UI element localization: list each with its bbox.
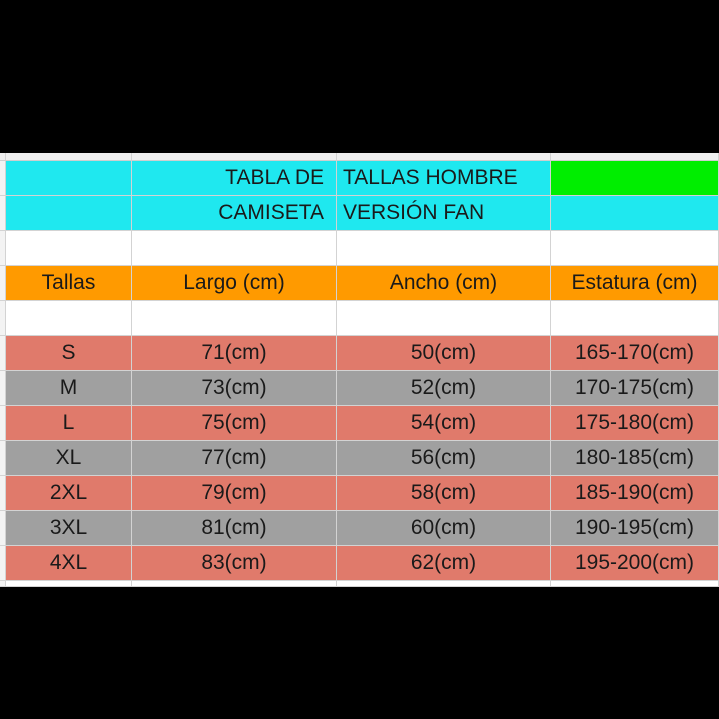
ancho-cell[interactable]: 52(cm): [337, 371, 551, 406]
blank-cell[interactable]: [6, 231, 132, 266]
title-cell-empty[interactable]: [6, 161, 132, 196]
header-estatura[interactable]: Estatura (cm): [551, 266, 719, 301]
estatura-cell[interactable]: 190-195(cm): [551, 511, 719, 546]
title-cell-empty[interactable]: [551, 196, 719, 231]
size-cell[interactable]: 2XL: [6, 476, 132, 511]
size-cell[interactable]: XL: [6, 441, 132, 476]
column-header-b[interactable]: [132, 153, 337, 161]
column-header-d[interactable]: [551, 153, 719, 161]
estatura-cell[interactable]: 185-190(cm): [551, 476, 719, 511]
title-line2-left[interactable]: CAMISETA: [132, 196, 337, 231]
ancho-cell[interactable]: 58(cm): [337, 476, 551, 511]
blank-cell[interactable]: [337, 581, 551, 587]
estatura-cell[interactable]: 180-185(cm): [551, 441, 719, 476]
ancho-cell[interactable]: 62(cm): [337, 546, 551, 581]
header-tallas[interactable]: Tallas: [6, 266, 132, 301]
blank-cell[interactable]: [132, 301, 337, 336]
title-line1-right[interactable]: TALLAS HOMBRE: [337, 161, 551, 196]
title-line2-right[interactable]: VERSIÓN FAN: [337, 196, 551, 231]
ancho-cell[interactable]: 56(cm): [337, 441, 551, 476]
largo-cell[interactable]: 71(cm): [132, 336, 337, 371]
size-cell[interactable]: L: [6, 406, 132, 441]
blank-cell[interactable]: [132, 231, 337, 266]
column-header-a[interactable]: [6, 153, 132, 161]
ancho-cell[interactable]: 54(cm): [337, 406, 551, 441]
size-chart-sheet: [0, 153, 719, 587]
header-largo[interactable]: Largo (cm): [132, 266, 337, 301]
estatura-cell[interactable]: 175-180(cm): [551, 406, 719, 441]
title-line1-left[interactable]: TABLA DE: [132, 161, 337, 196]
size-cell[interactable]: 3XL: [6, 511, 132, 546]
estatura-cell[interactable]: 165-170(cm): [551, 336, 719, 371]
blank-cell[interactable]: [551, 231, 719, 266]
largo-cell[interactable]: 81(cm): [132, 511, 337, 546]
title-cell-empty[interactable]: [6, 196, 132, 231]
blank-cell[interactable]: [551, 301, 719, 336]
blank-cell[interactable]: [6, 581, 132, 587]
blank-cell[interactable]: [337, 231, 551, 266]
largo-cell[interactable]: 73(cm): [132, 371, 337, 406]
estatura-cell[interactable]: 170-175(cm): [551, 371, 719, 406]
largo-cell[interactable]: 83(cm): [132, 546, 337, 581]
blank-cell[interactable]: [551, 581, 719, 587]
ancho-cell[interactable]: 60(cm): [337, 511, 551, 546]
size-cell[interactable]: 4XL: [6, 546, 132, 581]
largo-cell[interactable]: 77(cm): [132, 441, 337, 476]
header-ancho[interactable]: Ancho (cm): [337, 266, 551, 301]
ancho-cell[interactable]: 50(cm): [337, 336, 551, 371]
blank-cell[interactable]: [132, 581, 337, 587]
column-header-c[interactable]: [337, 153, 551, 161]
blank-cell[interactable]: [337, 301, 551, 336]
size-cell[interactable]: S: [6, 336, 132, 371]
size-cell[interactable]: M: [6, 371, 132, 406]
green-highlight-cell[interactable]: [551, 161, 719, 196]
estatura-cell[interactable]: 195-200(cm): [551, 546, 719, 581]
largo-cell[interactable]: 75(cm): [132, 406, 337, 441]
largo-cell[interactable]: 79(cm): [132, 476, 337, 511]
blank-cell[interactable]: [6, 301, 132, 336]
